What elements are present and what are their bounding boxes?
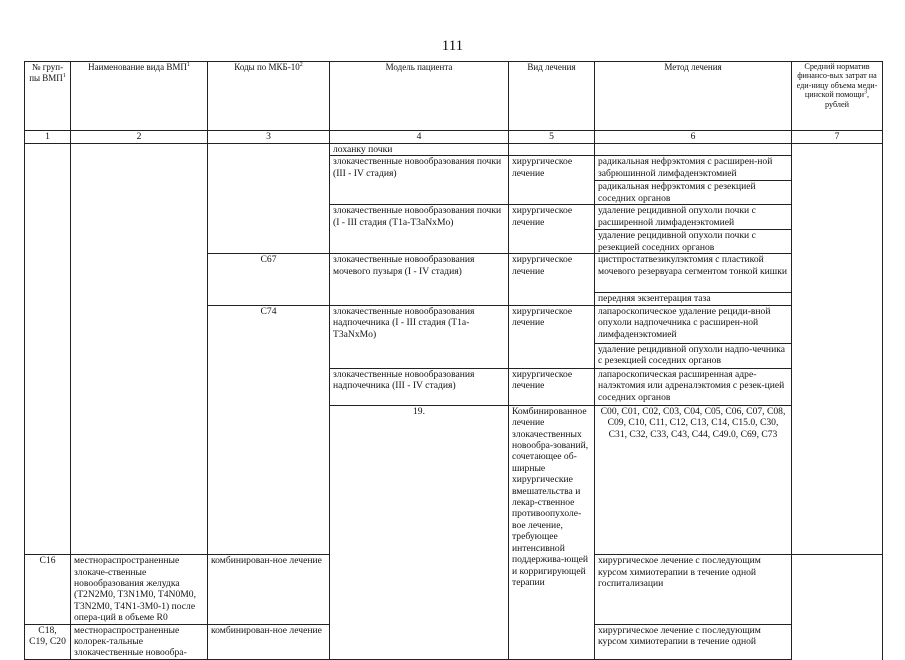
vmp-table [24, 61, 883, 660]
table-row [25, 144, 883, 156]
group-name-cell: Комбинированное лечение злокачественных новообра-зований, сочетающее об-ширные хирургические вмешательства и лекар-ственное противоопухоле-вое лечение, требующее интенсивной поддержива-ющей и корригирующей терапии [509, 405, 595, 659]
col-number: 5 [509, 131, 595, 144]
method-cell: хирургическое лечение с последующим курсом химиотерапии в течение одной [595, 624, 792, 659]
model-cell: местнораспространенные злокаче-ственные новообразования желудка (T2N2M0, T3N1M0, T4N0M0, T3N2M0, T4N1-3M0-1) после опера-ций в объеме R0 [71, 555, 208, 624]
method-cell: лапароскопическое удаление рециди-вной опухоли надпочечника с расширен-ной лимфаденэктомией [595, 305, 792, 343]
model-cell: злокачественные новообразования надпочечника (I - III стадия (T1a-T3aNxMo) [330, 305, 509, 368]
treatment-cell: комбинирован-ное лечение [208, 555, 330, 624]
treatment-cell [509, 144, 595, 156]
treatment-cell: хирургическое лечение [509, 254, 595, 305]
col-number: 2 [71, 131, 208, 144]
treatment-cell: комбинирован-ное лечение [208, 624, 330, 659]
header-row [25, 62, 883, 131]
group-name-cell [71, 144, 208, 555]
treatment-cell: хирургическое лечение [509, 156, 595, 205]
page-number: 111 [441, 38, 464, 54]
col-number: 6 [595, 131, 792, 144]
header-cost: Средний норматив финансо-вых затрат на еди-ницу объема меди-цинской помощи$^3$, рублей [792, 62, 883, 131]
header-model: Модель пациента [330, 62, 509, 131]
header-codes: Коды по МКБ-$10^2$ [208, 62, 330, 131]
cost-cell [792, 144, 883, 555]
method-cell: удаление рецидивной опухоли надпо-чечника с резекцией соседних органов [595, 343, 792, 368]
method-cell: радикальная нефрэктомия с расширен-ной забрюшинной лимфаденэктомией [595, 156, 792, 181]
col-number: 1 [25, 131, 71, 144]
codes-cell: C00, C01, C02, C03, C04, C05, C06, C07, C08, C09, C10, C11, C12, C13, C14, C15.0, C30, C31, C32, C33, C43, C44, C49.0, C69, C73 [595, 405, 792, 554]
col-number: 3 [208, 131, 330, 144]
header-name: Наименование вида ВМП$^1$ [71, 62, 208, 131]
header-method: Метод лечения [595, 62, 792, 131]
col-number: 7 [792, 131, 883, 144]
codes-cell [208, 144, 330, 254]
method-cell: лапароскопическая расширенная адре-налэктомия или адреналэктомия с резек-цией соседних органов [595, 368, 792, 405]
codes-cell: C18, C19, C20 [25, 624, 71, 659]
codes-cell: C67 [208, 254, 330, 305]
codes-cell: C74 [208, 305, 330, 554]
model-cell: местнораспространенные колорек-тальные злокачественные новообра- [71, 624, 208, 659]
method-cell: удаление рецидивной опухоли почки с расширенной лимфаденэктомией [595, 205, 792, 230]
column-number-row [25, 131, 883, 144]
group-number-cell [25, 144, 71, 555]
treatment-cell: хирургическое лечение [509, 205, 595, 254]
header-group: № груп- пы ВМП$^1$ [25, 62, 71, 131]
treatment-cell: хирургическое лечение [509, 305, 595, 368]
method-cell: цистпростатвезикулэктомия с пластикой мочевого резервуара сегментом тонкой кишки [595, 254, 792, 293]
model-cell: злокачественные новообразования мочевого пузыря (I - IV стадия) [330, 254, 509, 305]
treatment-cell: хирургическое лечение [509, 368, 595, 405]
model-cell: злокачественные новообразования надпочечника (III - IV стадия) [330, 368, 509, 405]
method-cell [595, 144, 792, 156]
method-cell: хирургическое лечение с последующим курсом химиотерапии в течение одной госпитализации [595, 555, 792, 624]
model-cell: злокачественные новообразования почки (I - III стадия (T1a-T3aNxMo) [330, 205, 509, 254]
model-cell: лоханку почки [330, 144, 509, 156]
codes-cell: C16 [25, 555, 71, 624]
method-cell: радикальная нефрэктомия с резекцией соседних органов [595, 181, 792, 205]
method-cell: передняя экзентерация таза [595, 293, 792, 305]
model-cell: злокачественные новообразования почки (III - IV стадия) [330, 156, 509, 205]
col-number: 4 [330, 131, 509, 144]
method-cell: удаление рецидивной опухоли почки с резекцией соседних органов [595, 230, 792, 254]
group-number-cell: 19. [330, 405, 509, 659]
header-treatment: Вид лечения [509, 62, 595, 131]
